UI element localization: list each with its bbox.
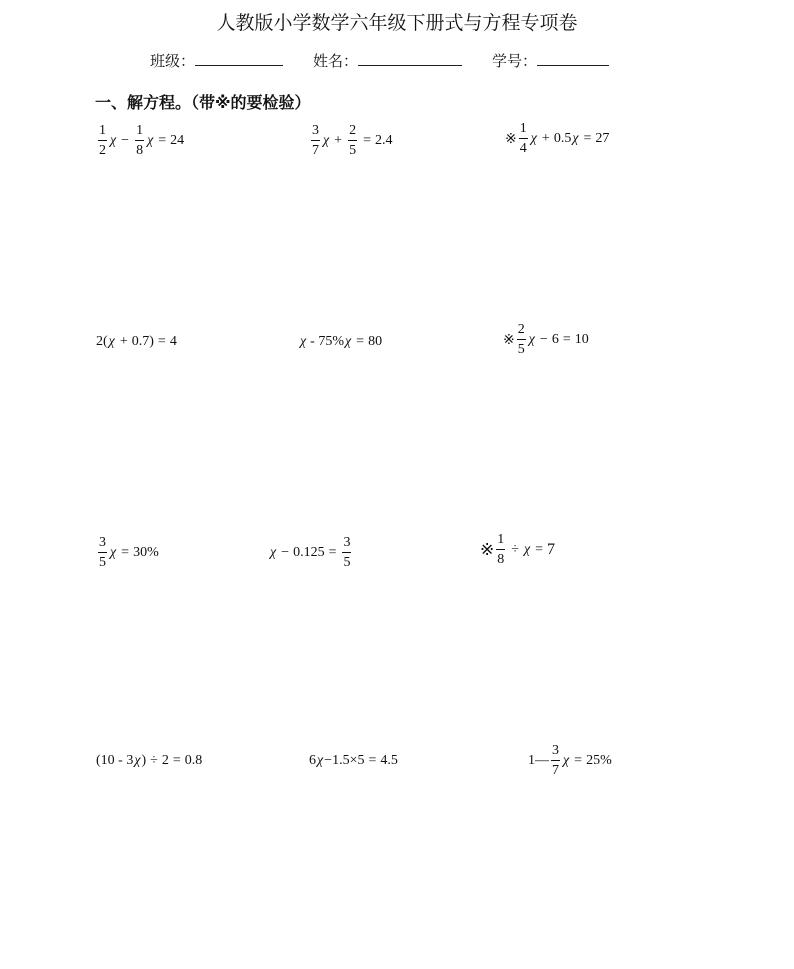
fraction: $\frac{3}{5}$ [99, 535, 106, 570]
fraction: $\frac{1}{8}$ [136, 123, 144, 158]
fraction: $\frac{2}{5}$ [349, 123, 357, 158]
equation-12: 1— $\frac{3}{7}$ χ = 25% [528, 743, 612, 778]
check-mark: ※ [505, 131, 517, 147]
equation-3: ※ $\frac{1}{4}$ χ + 0.5 χ = 27 [505, 121, 610, 156]
equation-10: (10 - 3 χ ) ÷ 2 = 0.8 [96, 753, 203, 768]
check-mark: ※ [503, 332, 515, 348]
equation-5: χ - 75% χ = 80 [300, 334, 383, 349]
equation-4: 2( χ + 0.7 ) = 4 [96, 334, 177, 349]
name-blank[interactable] [358, 51, 462, 66]
equation-9: ※ $\frac{1}{8}$ ÷ χ = 7 [480, 532, 556, 567]
fraction: $\frac{3}{7}$ [312, 123, 319, 158]
equation-1: $\frac{1}{2}$ χ − $\frac{1}{8}$ χ = 24 [99, 123, 185, 158]
name-label: 姓名： [313, 52, 359, 70]
fraction: $\frac{2}{5}$ [517, 322, 525, 357]
class-blank[interactable] [195, 51, 283, 66]
equation-11: 6 χ −1.5×5 = 4.5 [309, 753, 398, 768]
check-mark: ※ [480, 540, 495, 559]
class-label: 班级： [150, 52, 196, 70]
equation-7: $\frac{3}{5}$ χ = 30% [99, 535, 159, 570]
fraction: $\frac{1}{4}$ [519, 121, 527, 156]
equation-6: ※ $\frac{2}{5}$ χ − 6 = 10 [503, 322, 589, 357]
id-blank[interactable] [537, 51, 609, 66]
section-heading: 一、解方程。（带※的要检验） [95, 93, 311, 112]
id-label: 学号： [492, 52, 538, 70]
equation-8: χ − 0.125 = $\frac{3}{5}$ [270, 535, 351, 570]
fraction: $\frac{1}{2}$ [99, 123, 106, 158]
student-info-row [150, 50, 639, 71]
equation-2: $\frac{3}{7}$ χ + $\frac{2}{5}$ = 2.4 [312, 123, 393, 158]
fraction: $\frac{3}{5}$ [343, 535, 351, 570]
fraction: $\frac{1}{8}$ [497, 532, 505, 567]
fraction: $\frac{3}{7}$ [552, 743, 559, 778]
page-title: 人教版小学数学六年级下册式与方程专项卷 [216, 12, 578, 34]
